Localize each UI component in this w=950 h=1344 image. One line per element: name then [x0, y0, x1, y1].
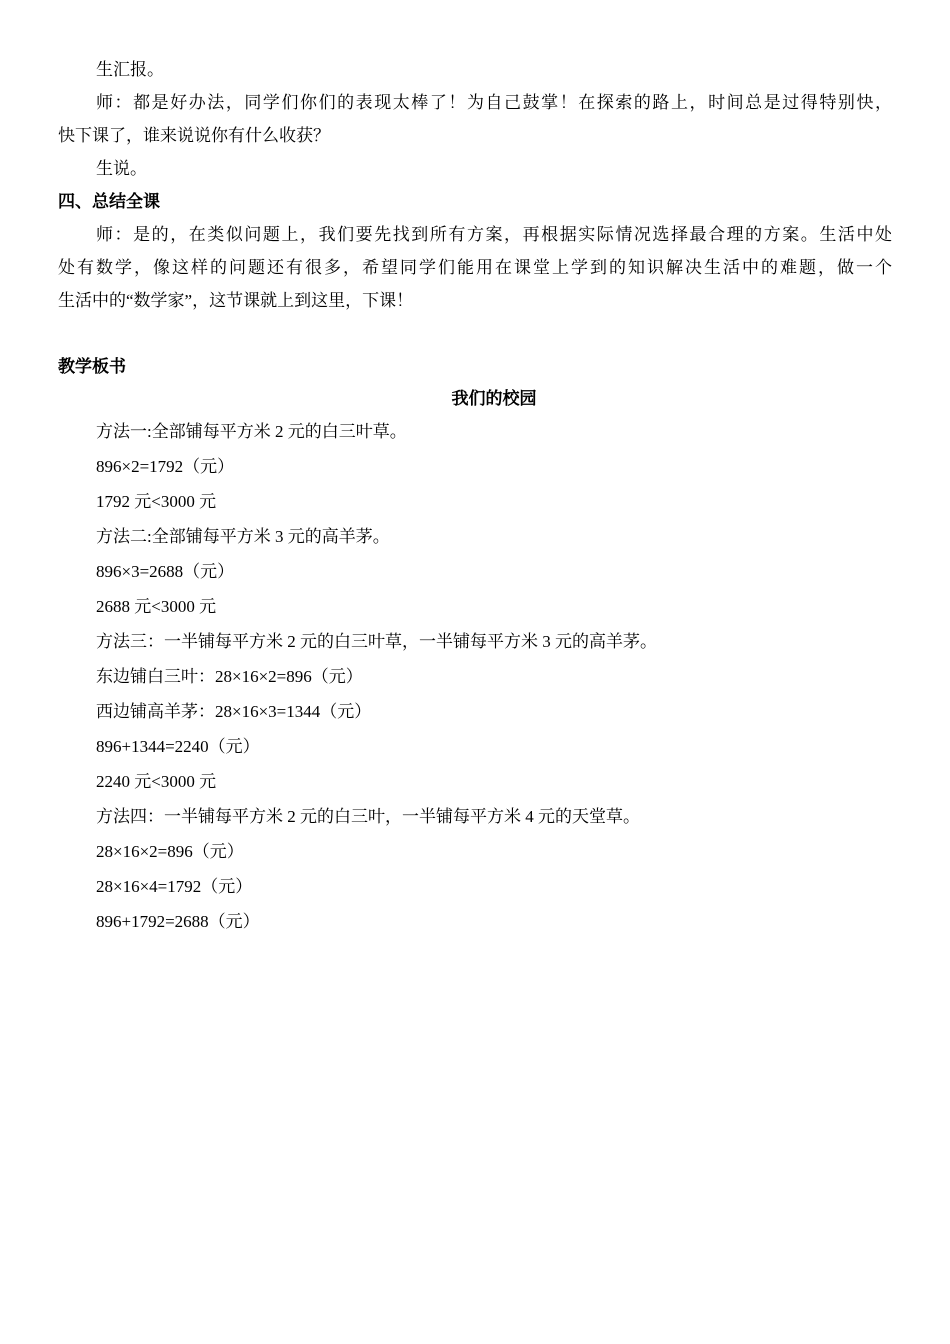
board-line: 方法二:全部铺每平方米 3 元的高羊茅。	[96, 527, 390, 546]
board-line: 2688 元<3000 元	[96, 597, 217, 616]
board-line: 方法三：一半铺每平方米 2 元的白三叶草，一半铺每平方米 3 元的高羊茅。	[96, 632, 657, 651]
paragraph-student-report: 生汇报。	[96, 60, 164, 79]
board-title: 我们的校园	[451, 389, 537, 408]
board-line: 28×16×4=1792（元）	[96, 877, 253, 896]
board-line: 方法一:全部铺每平方米 2 元的白三叶草。	[96, 422, 407, 441]
board-line: 896+1792=2688（元）	[96, 912, 260, 931]
paragraph-teacher-praise-line-1: 师：都是好办法，同学们你们的表现太棒了！为自己鼓掌！在探索的路上，时间总是过得特别快，	[96, 93, 892, 112]
board-line: 896+1344=2240（元）	[96, 737, 260, 756]
paragraph-student-speaks: 生说。	[96, 159, 147, 178]
board-line: 西边铺高羊茅：28×16×3=1344（元）	[96, 702, 372, 721]
board-line: 28×16×2=896（元）	[96, 842, 244, 861]
paragraph-teacher-summary-line-2: 处有数学，像这样的问题还有很多，希望同学们能用在课堂上学到的知识解决生活中的难题，做一个	[58, 258, 892, 277]
paragraph-teacher-summary-line-3: 生活中的“数学家”，这节课就上到这里，下课！	[58, 291, 414, 310]
paragraph-teacher-summary-line-1: 师：是的，在类似问题上，我们要先找到所有方案，再根据实际情况选择最合理的方案。生活中处	[96, 225, 892, 244]
board-line: 方法四：一半铺每平方米 2 元的白三叶，一半铺每平方米 4 元的天堂草。	[96, 807, 640, 826]
paragraph-teacher-praise-line-2: 快下课了，谁来说说你有什么收获？	[58, 126, 330, 145]
board-line: 东边铺白三叶：28×16×2=896（元）	[96, 667, 363, 686]
board-line: 2240 元<3000 元	[96, 772, 217, 791]
board-line: 896×2=1792（元）	[96, 457, 235, 476]
board-heading: 教学板书	[58, 357, 126, 376]
board-line: 1792 元<3000 元	[96, 492, 217, 511]
board-line: 896×3=2688（元）	[96, 562, 235, 581]
section-heading-summary: 四、总结全课	[58, 192, 160, 211]
